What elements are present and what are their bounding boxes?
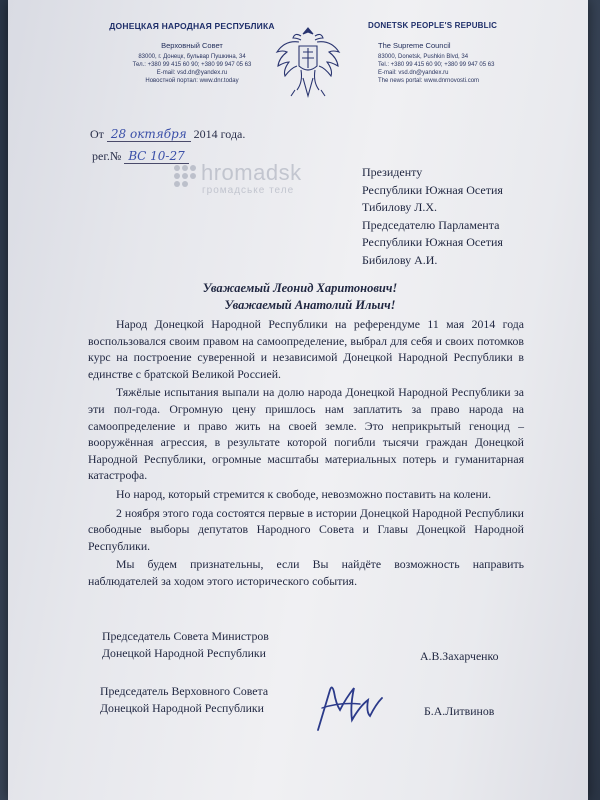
addressee-line: Республики Южная Осетия	[362, 235, 503, 249]
watermark-small-text: громадське теле	[202, 184, 295, 196]
signatory-position-line: Председатель Совета Министров	[102, 629, 269, 643]
header-left-address: 83000, г. Донецк, бульвар Пушкина, 34	[138, 54, 246, 60]
date-suffix: 2014 года.	[193, 127, 246, 141]
header-left-subtitle: Верховный Совет	[161, 41, 223, 50]
addressee-line: Председателю Парламента	[362, 217, 500, 232]
paragraph: Тяжёлые испытания выпали на долю народа Донецкой Народной Республики за эти пол-года. Огромную цену пришлось нам заплатить за право народа на самоопределение и право жить на своей земле. Это неприкрытый геноцид – вооружённая агрессия, в результате которой погибли тысячи граждан Донецкой Народной Республики, огромные масштабы материальных потерь и гуманитарная катастрофа.	[88, 385, 524, 483]
signatory-1-position	[102, 628, 269, 662]
watermark-logo-icon	[172, 163, 198, 189]
salutation-1: Уважаемый Леонид Харитонович!	[202, 281, 398, 295]
paragraph: Народ Донецкой Народной Республики на референдуме 11 мая 2014 года воспользовался своим правом на самоопределение, выбрал для себя и своих потомков курс на построение суверенной и независимой Донецкой Народной Республики в единстве с братской Великой Россией.	[88, 317, 524, 381]
addressee-line: Бибилову А.И.	[362, 252, 438, 267]
signatory-1-name: А.В.Захарченко	[420, 649, 499, 663]
paragraph: Но народ, который стремится к свободе, невозможно поставить на колени.	[116, 486, 492, 501]
date-line	[90, 127, 245, 149]
date-prefix: От	[90, 127, 104, 141]
addressee-block	[362, 164, 503, 269]
header-right-email: E-mail: vsd.dn@yandex.ru	[378, 70, 449, 76]
letter-body	[88, 316, 524, 592]
header-left-email: E-mail: vsd.dn@yandex.ru	[156, 70, 228, 76]
reg-prefix: рег.№	[92, 149, 122, 163]
reg-handwritten: ВС 10-27	[124, 149, 188, 164]
header-right	[368, 22, 558, 85]
paragraph: 2 ноября этого года состоятся первые в истории Донецкой Народной Республики свободные выборы депутатов Народного Совета и Главы Донецкой Народной Республики.	[88, 505, 524, 553]
signatory-position-line: Председатель Верховного Совета	[100, 684, 269, 698]
eagle-crest-icon	[273, 22, 343, 100]
date-handwritten: 28 октября	[107, 127, 191, 142]
header-left	[97, 22, 287, 85]
header-right-subtitle: The Supreme Council	[378, 41, 451, 50]
handwritten-signature-icon	[310, 680, 390, 735]
signatory-position-line: Донецкой Народной Республики	[102, 646, 266, 660]
header-right-title: DONETSK PEOPLE'S REPUBLIC	[368, 21, 498, 30]
signatory-2-position	[100, 683, 268, 717]
addressee-line: Республики Южная Осетия	[362, 182, 503, 197]
signatory-2-name: Б.А.Литвинов	[424, 704, 495, 718]
header-left-phone: Тел.: +380 99 415 60 90; +380 99 947 05 63	[132, 62, 252, 68]
addressee-line: Президенту	[362, 165, 423, 179]
header-right-address: 83000, Donetsk, Pushkin Blvd, 34	[378, 54, 469, 60]
header-right-portal: The news portal: www.dnrnovosti.com	[378, 78, 480, 84]
watermark-big-text: hromadsk	[201, 160, 302, 185]
header-left-title: ДОНЕЦКАЯ НАРОДНАЯ РЕСПУБЛИКА	[109, 21, 275, 31]
addressee-line: Тибилову Л.Х.	[362, 200, 438, 214]
paragraph: Мы будем признательны, если Вы найдёте возможность направить наблюдателей за ходом этого исторического события.	[88, 557, 524, 588]
header-left-portal: Новостной портал: www.dnr.today	[145, 78, 239, 84]
watermark	[172, 160, 302, 196]
header-right-phone: Tel.: +380 99 415 60 90; +380 99 947 05 63	[378, 62, 495, 68]
signatory-position-line: Донецкой Народной Республики	[100, 701, 264, 715]
salutation-2: Уважаемый Анатолий Ильич!	[224, 298, 396, 312]
